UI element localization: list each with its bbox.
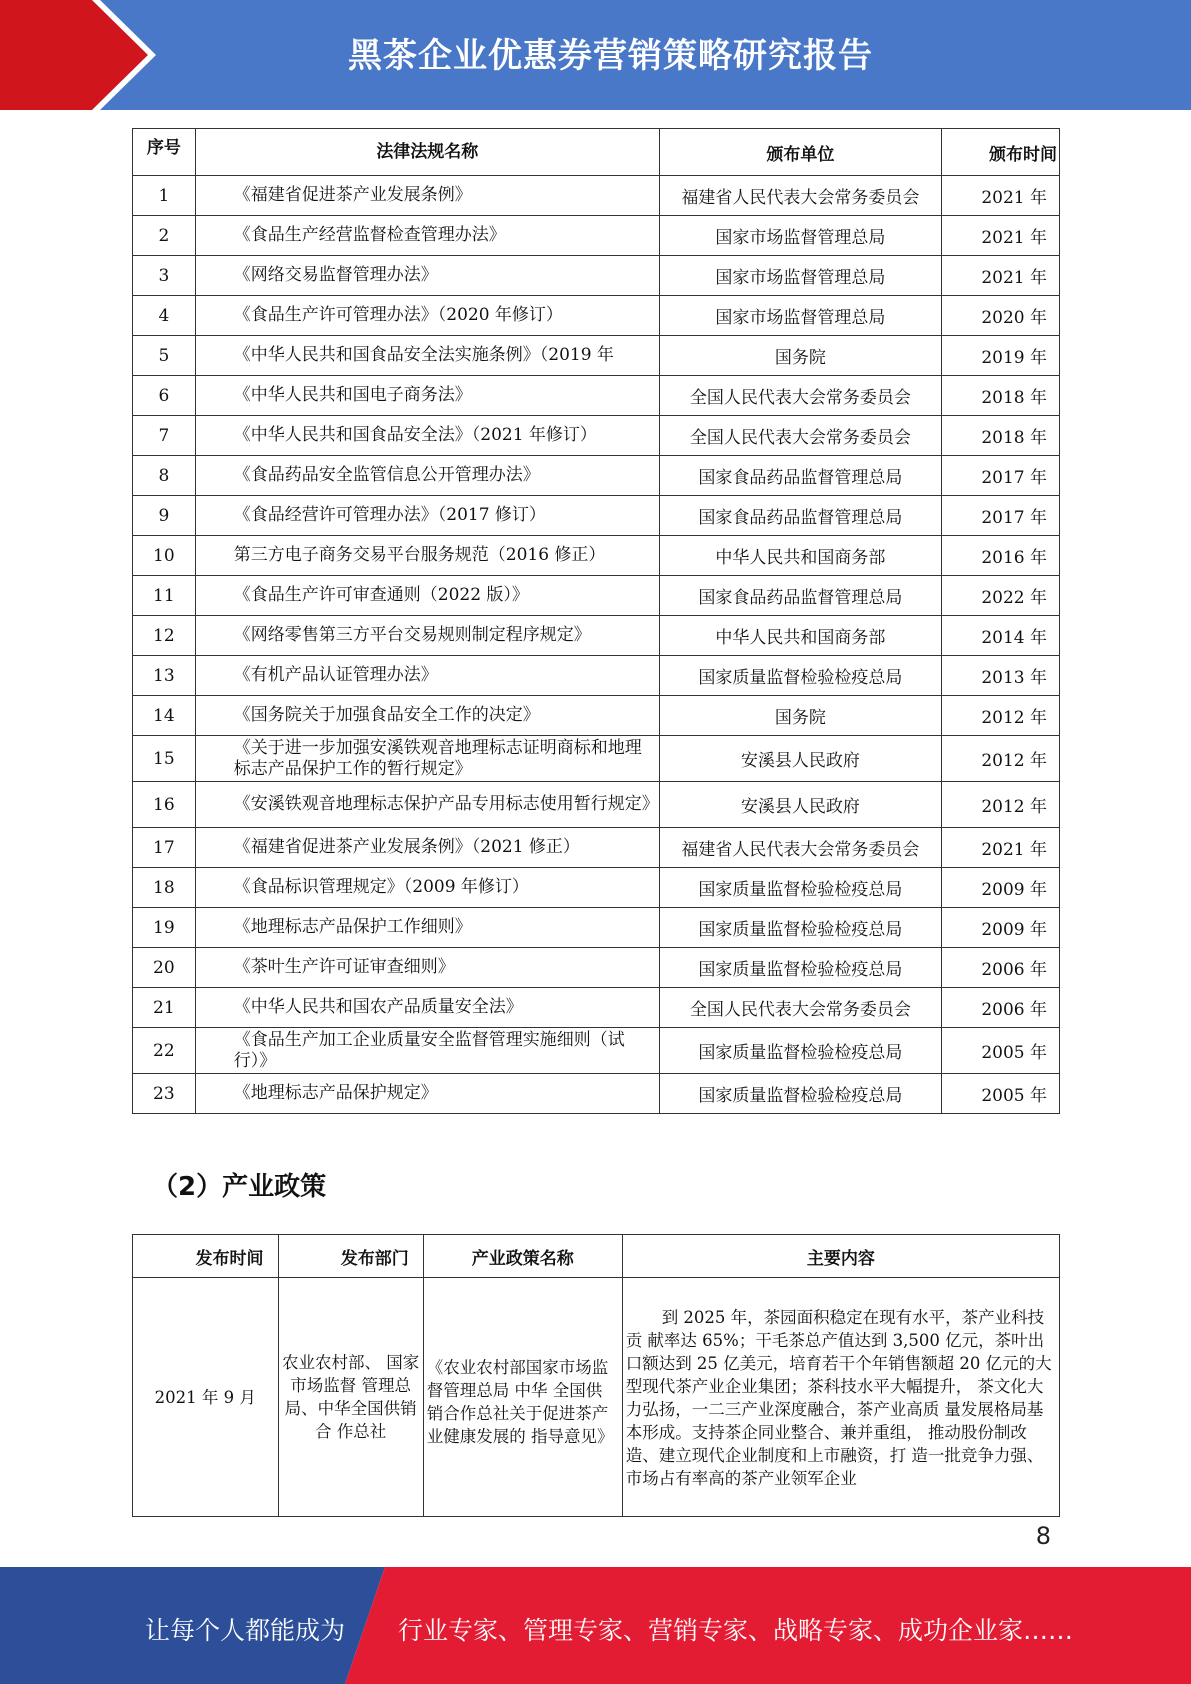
table-row <box>133 616 1060 656</box>
industry-policy-table <box>132 1234 1060 1517</box>
law-issue-year: 2016 年 <box>941 536 1059 576</box>
table-row <box>133 988 1060 1028</box>
law-issue-year: 2018 年 <box>941 416 1059 456</box>
law-serial-no: 11 <box>133 576 196 616</box>
table-row <box>133 868 1060 908</box>
law-name: 《食品生产许可审查通则（2022 版）》 <box>195 576 659 616</box>
page-number: 8 <box>1035 1522 1051 1550</box>
law-issuing-body: 国家质量监督检验检疫总局 <box>659 868 941 908</box>
law-serial-no: 21 <box>133 988 196 1028</box>
law-issuing-body: 全国人民代表大会常务委员会 <box>659 376 941 416</box>
law-name: 《安溪铁观音地理标志保护产品专用标志使用暂行规定》 <box>195 782 659 828</box>
law-name: 《国务院关于加强食品安全工作的决定》 <box>195 696 659 736</box>
law-serial-no: 18 <box>133 868 196 908</box>
law-issuing-body: 福建省人民代表大会常务委员会 <box>659 176 941 216</box>
law-issuing-body: 福建省人民代表大会常务委员会 <box>659 828 941 868</box>
header-law-name: 法律法规名称 <box>195 129 659 176</box>
law-serial-no: 19 <box>133 908 196 948</box>
law-issue-year: 2021 年 <box>941 216 1059 256</box>
table-row <box>133 696 1060 736</box>
law-serial-no: 6 <box>133 376 196 416</box>
footer-slogan-right: 行业专家、管理专家、营销专家、战略专家、成功企业家…… <box>398 1616 1074 1645</box>
table-row <box>133 736 1060 782</box>
table-row <box>133 536 1060 576</box>
header-issue-year: 颁布时间 <box>941 129 1059 176</box>
law-name: 《食品生产加工企业质量安全监督管理实施细则（试行）》 <box>195 1028 659 1074</box>
policy-content: 到 2025 年，茶园面积稳定在现有水平，茶产业科技贡 献率达 65%；干毛茶总产值达到 3,500 亿元，茶叶出口额达到 25 亿美元，培育若干个年销售额超 20 亿元的大型现代茶产业企业集团；茶科技水平大幅提升， 茶文化大力弘扬，一二三产业深度融合，茶产业高质 量发展格局基本形成。支持茶企同业整合、兼并重组， 推动股份制改造、建立现代企业制度和上市融资，打 造一批竞争力强、市场占有率高的茶产业领军企业 <box>622 1278 1059 1517</box>
table-row <box>133 296 1060 336</box>
table-row <box>133 416 1060 456</box>
law-issue-year: 2020 年 <box>941 296 1059 336</box>
header-policy-name: 产业政策名称 <box>423 1235 622 1278</box>
law-name: 《茶叶生产许可证审查细则》 <box>195 948 659 988</box>
law-issuing-body: 国家市场监督管理总局 <box>659 296 941 336</box>
law-issue-year: 2017 年 <box>941 496 1059 536</box>
law-issue-year: 2012 年 <box>941 736 1059 782</box>
footer-banner <box>0 1567 1191 1684</box>
law-serial-no: 3 <box>133 256 196 296</box>
law-serial-no: 17 <box>133 828 196 868</box>
law-issue-year: 2018 年 <box>941 376 1059 416</box>
law-name: 第三方电子商务交易平台服务规范（2016 修正） <box>195 536 659 576</box>
policy-dept: 农业农村部、 国家市场监督 管理总局、中华全国供销合 作总社 <box>278 1278 423 1517</box>
law-issuing-body: 中华人民共和国商务部 <box>659 616 941 656</box>
header-banner <box>0 0 1191 110</box>
law-name: 《中华人民共和国农产品质量安全法》 <box>195 988 659 1028</box>
footer-slogan-left: 让每个人都能成为 <box>145 1616 346 1645</box>
law-serial-no: 4 <box>133 296 196 336</box>
law-issuing-body: 国家食品药品监督管理总局 <box>659 496 941 536</box>
law-name: 《中华人民共和国电子商务法》 <box>195 376 659 416</box>
law-serial-no: 1 <box>133 176 196 216</box>
law-issue-year: 2019 年 <box>941 336 1059 376</box>
law-serial-no: 23 <box>133 1074 196 1114</box>
table-row <box>133 576 1060 616</box>
table-row <box>133 1028 1060 1074</box>
law-name: 《食品经营许可管理办法》（2017 修订） <box>195 496 659 536</box>
law-serial-no: 14 <box>133 696 196 736</box>
table-row <box>133 908 1060 948</box>
laws-regulations-table <box>132 128 1060 1114</box>
law-issue-year: 2012 年 <box>941 782 1059 828</box>
law-serial-no: 5 <box>133 336 196 376</box>
table-header-row <box>133 129 1060 176</box>
table-row <box>133 782 1060 828</box>
law-name: 《食品标识管理规定》（2009 年修订） <box>195 868 659 908</box>
table-row <box>133 176 1060 216</box>
law-issuing-body: 安溪县人民政府 <box>659 782 941 828</box>
policy-name: 《农业农村部国家市场监督管理总局 中华 全国供销合作总社关于促进茶产业健康发展的 指导意见》 <box>423 1278 622 1517</box>
table-row <box>133 256 1060 296</box>
law-issue-year: 2021 年 <box>941 176 1059 216</box>
table-row <box>133 216 1060 256</box>
table-row <box>133 376 1060 416</box>
law-serial-no: 12 <box>133 616 196 656</box>
law-issue-year: 2017 年 <box>941 456 1059 496</box>
table-row <box>133 336 1060 376</box>
law-issue-year: 2012 年 <box>941 696 1059 736</box>
law-serial-no: 16 <box>133 782 196 828</box>
law-issuing-body: 国家食品药品监督管理总局 <box>659 576 941 616</box>
law-name: 《食品生产许可管理办法》（2020 年修订） <box>195 296 659 336</box>
section-heading-industry-policy: （2）产业政策 <box>152 1172 327 1202</box>
law-serial-no: 10 <box>133 536 196 576</box>
law-issuing-body: 中华人民共和国商务部 <box>659 536 941 576</box>
law-issue-year: 2005 年 <box>941 1028 1059 1074</box>
header-main-content: 主要内容 <box>622 1235 1059 1278</box>
law-issue-year: 2013 年 <box>941 656 1059 696</box>
law-name: 《地理标志产品保护工作细则》 <box>195 908 659 948</box>
law-issue-year: 2022 年 <box>941 576 1059 616</box>
law-issue-year: 2009 年 <box>941 908 1059 948</box>
law-issue-year: 2006 年 <box>941 988 1059 1028</box>
table-row <box>133 948 1060 988</box>
law-issue-year: 2021 年 <box>941 256 1059 296</box>
table-row <box>133 656 1060 696</box>
law-name: 《食品药品安全监管信息公开管理办法》 <box>195 456 659 496</box>
law-issuing-body: 国家质量监督检验检疫总局 <box>659 908 941 948</box>
header-serial-no: 序号 <box>133 129 196 176</box>
table-header-row <box>133 1235 1060 1278</box>
law-serial-no: 9 <box>133 496 196 536</box>
table-row <box>133 1074 1060 1114</box>
law-issuing-body: 国务院 <box>659 696 941 736</box>
policy-date: 2021 年 9 月 <box>133 1278 279 1517</box>
law-name: 《福建省促进茶产业发展条例》 <box>195 176 659 216</box>
law-serial-no: 7 <box>133 416 196 456</box>
law-name: 《关于进一步加强安溪铁观音地理标志证明商标和地理 标志产品保护工作的暂行规定》 <box>195 736 659 782</box>
law-name: 《有机产品认证管理办法》 <box>195 656 659 696</box>
table-row <box>133 1278 1060 1517</box>
law-name: 《福建省促进茶产业发展条例》（2021 修正） <box>195 828 659 868</box>
law-serial-no: 13 <box>133 656 196 696</box>
header-release-date: 发布时间 <box>133 1235 279 1278</box>
law-name: 《网络交易监督管理办法》 <box>195 256 659 296</box>
table-row <box>133 828 1060 868</box>
law-name: 《网络零售第三方平台交易规则制定程序规定》 <box>195 616 659 656</box>
law-issuing-body: 国家食品药品监督管理总局 <box>659 456 941 496</box>
law-serial-no: 15 <box>133 736 196 782</box>
law-issue-year: 2009 年 <box>941 868 1059 908</box>
law-issuing-body: 全国人民代表大会常务委员会 <box>659 416 941 456</box>
law-name: 《中华人民共和国食品安全法》（2021 年修订） <box>195 416 659 456</box>
law-serial-no: 22 <box>133 1028 196 1074</box>
header-issuing-body: 颁布单位 <box>659 129 941 176</box>
law-issue-year: 2005 年 <box>941 1074 1059 1114</box>
law-serial-no: 2 <box>133 216 196 256</box>
law-issue-year: 2021 年 <box>941 828 1059 868</box>
law-issuing-body: 国家市场监督管理总局 <box>659 216 941 256</box>
law-issuing-body: 国家质量监督检验检疫总局 <box>659 656 941 696</box>
document-title: 黑茶企业优惠券营销策略研究报告 <box>348 36 873 76</box>
law-issuing-body: 国家质量监督检验检疫总局 <box>659 1028 941 1074</box>
law-serial-no: 20 <box>133 948 196 988</box>
header-release-dept: 发布部门 <box>278 1235 423 1278</box>
law-name: 《中华人民共和国食品安全法实施条例》（2019 年 <box>195 336 659 376</box>
law-issue-year: 2014 年 <box>941 616 1059 656</box>
law-issuing-body: 国家质量监督检验检疫总局 <box>659 948 941 988</box>
law-issuing-body: 国家质量监督检验检疫总局 <box>659 1074 941 1114</box>
table-row <box>133 496 1060 536</box>
law-name: 《食品生产经营监督检查管理办法》 <box>195 216 659 256</box>
law-issuing-body: 国务院 <box>659 336 941 376</box>
table-row <box>133 456 1060 496</box>
law-name: 《地理标志产品保护规定》 <box>195 1074 659 1114</box>
law-serial-no: 8 <box>133 456 196 496</box>
law-issuing-body: 安溪县人民政府 <box>659 736 941 782</box>
law-issuing-body: 国家市场监督管理总局 <box>659 256 941 296</box>
law-issuing-body: 全国人民代表大会常务委员会 <box>659 988 941 1028</box>
law-issue-year: 2006 年 <box>941 948 1059 988</box>
